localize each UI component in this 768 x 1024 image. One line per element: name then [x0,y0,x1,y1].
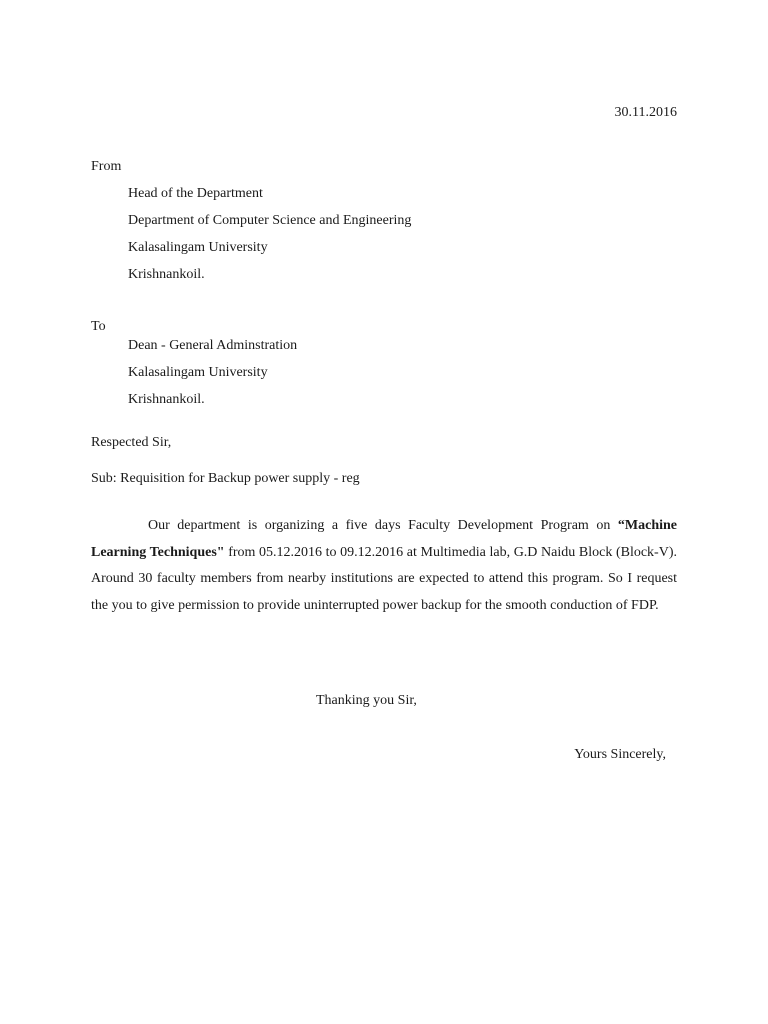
from-line: Head of the Department [128,186,263,201]
subject-line: Sub: Requisition for Backup power supply - reg [91,471,360,486]
from-line: Department of Computer Science and Engineering [128,213,412,228]
signoff-line: Yours Sincerely, [574,747,666,762]
salutation: Respected Sir, [91,435,172,450]
from-line: Kalasalingam University [128,240,268,255]
to-line: Dean - General Adminstration [128,338,298,353]
body-text: Our department is organizing a five days Faculty Development Program on [148,518,618,533]
to-line: Krishnankoil. [128,392,205,407]
program-title: “Machine Learning Techniques" [91,518,677,560]
closing-line: Thanking you Sir, [316,693,417,708]
from-label: From [91,159,122,174]
to-label: To [91,319,106,334]
body-text: from 05.12.2016 to 09.12.2016 at Multimedia lab, G.D Naidu Block (Block-V). Around 30 faculty members from nearby institutions are expected to attend this program. So I request the you to give permission to provide uninterrupted power backup for the smooth conduction of FDP. [91,544,677,613]
letter-date: 30.11.2016 [614,105,677,120]
from-line: Krishnankoil. [128,267,205,282]
body-paragraph [91,513,677,619]
to-line: Kalasalingam University [128,365,268,380]
